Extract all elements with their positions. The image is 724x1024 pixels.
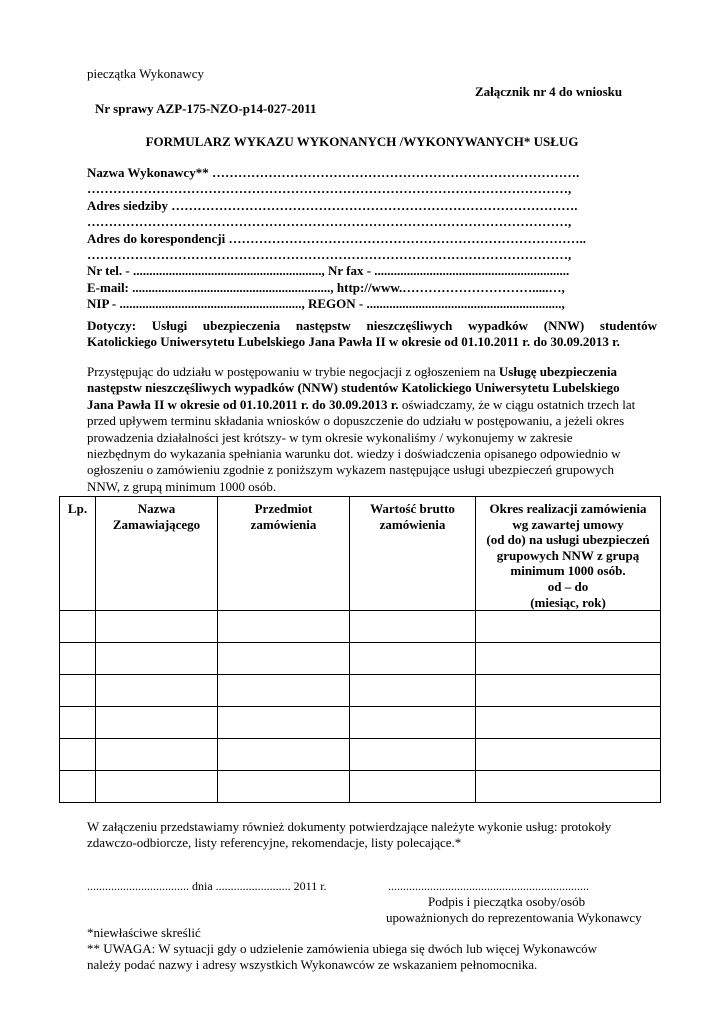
table-cell [96, 643, 218, 675]
table-cell [218, 675, 350, 707]
intro-line-5: prowadzenia działalności jest krótszy- w tym okresie wykonaliśmy / wykonujemy w zakresie [87, 429, 573, 445]
col-header-line: Wartość brutto [370, 501, 455, 516]
table-row [60, 643, 661, 675]
col-header-line: (miesiąc, rok) [530, 594, 606, 610]
col-header-period [476, 497, 661, 611]
table-row [60, 739, 661, 771]
field-contractor-name-cont: …………………………………………………………………………………………………, [87, 181, 572, 197]
col-header-line: zamówienia [379, 516, 446, 532]
case-number: Nr sprawy AZP-175-NZO-p14-027-2011 [95, 101, 317, 116]
table-cell [350, 739, 476, 771]
table-cell [96, 771, 218, 803]
attachment-label: Załącznik nr 4 do wniosku [475, 84, 623, 99]
table-row [60, 771, 661, 803]
table-cell [350, 643, 476, 675]
col-header-line: wg zawartej umowy [512, 516, 624, 532]
signature-caption-2: upoważnionych do reprezentowania Wykonawcy [386, 910, 642, 925]
table-cell [476, 707, 661, 739]
col-header-lp [60, 497, 96, 611]
footnote-2: ** UWAGA: W sytuacji gdy o udzielenie zamówienia ubiega się dwóch lub więcej Wykonawców [87, 941, 598, 956]
contractor-fields [87, 165, 627, 313]
col-header-line: minimum 1000 osób. [510, 563, 626, 579]
closing-line-1: W załączeniu przedstawiamy również dokumenty potwierdzające należyte wykonie usług: protokoły [87, 819, 612, 834]
year-text: 2011 r. [293, 879, 327, 893]
table-row [60, 611, 661, 643]
field-phone-fax: Nr tel. - .........................................................., Nr fax - ............................................................ [87, 263, 570, 279]
footnote-1: *niewłaściwe skreślić [87, 925, 201, 940]
table-cell [60, 739, 96, 771]
intro-text: Przystępując do udziału w postępowaniu w trybie negocjacji z ogłoszeniem na [87, 364, 499, 379]
signature-dots: ................................................................... [388, 879, 589, 893]
table-cell [60, 675, 96, 707]
intro-line-1 [87, 364, 657, 380]
table-cell [218, 771, 350, 803]
table-cell [350, 675, 476, 707]
table-header-row [60, 497, 661, 611]
form-title: FORMULARZ WYKAZU WYKONANYCH /WYKONYWANYCH* USŁUG [145, 134, 579, 149]
closing-line-2: zdawczo-odbiorcze, listy referencyjne, rekomendacje, listy polecające.* [87, 835, 462, 851]
table-cell [218, 707, 350, 739]
intro-line-6: niezbędnym do wykazania spełniania warunku dot. wiedzy i doświadczenia opisanego odpowiednio w [87, 446, 621, 462]
table-cell [96, 707, 218, 739]
col-header-line: Okres realizacji zamówienia [489, 501, 647, 516]
subject-line-1: Dotyczy: Usługi ubezpieczenia następstw nieszczęśliwych wypadków (NNW) studentów [87, 318, 657, 333]
intro-line-8: NNW, z grupą minimum 1000 osób. [87, 478, 277, 494]
table-row [60, 675, 661, 707]
field-address-cont: …………………………………………………………………………………………………, [87, 214, 572, 230]
table-row [60, 707, 661, 739]
signature-date-line [87, 878, 327, 894]
table-cell [96, 739, 218, 771]
field-contractor-name: Nazwa Wykonawcy** …………………………………………………………………………. [87, 165, 580, 180]
table-cell [476, 675, 661, 707]
table-cell [60, 611, 96, 643]
table-cell [350, 611, 476, 643]
services-table [59, 496, 661, 803]
col-header-line: Lp. [67, 501, 88, 516]
col-header-line: zamówienia [250, 516, 317, 532]
table-cell [350, 707, 476, 739]
field-nip-regon: NIP - ........................................................, REGON - ............................................................, [87, 296, 565, 312]
subject-paragraph [87, 318, 657, 351]
field-correspondence-address-cont: …………………………………………………………………………………………………, [87, 247, 572, 263]
table-cell [218, 739, 350, 771]
day-dots: ......................... [215, 879, 291, 893]
date-dots: .................................. [87, 879, 189, 893]
field-correspondence-address: Adres do korespondencji ……………………………………………………………………….. [87, 230, 586, 246]
table-cell [476, 739, 661, 771]
intro-text-cont: oświadczamy, że w ciągu ostatnich trzech lat [398, 396, 636, 412]
table-cell [476, 771, 661, 803]
col-header-line: Zamawiającego [112, 516, 201, 532]
intro-line-2: następstw nieszczęśliwych wypadków (NNW) studentów Katolickiego Uniwersytetu Lubelskiego [87, 380, 620, 396]
col-header-line: grupowych NNW z grupą [496, 547, 640, 563]
table-cell [476, 611, 661, 643]
table-cell [96, 675, 218, 707]
table-cell [218, 643, 350, 675]
col-header-line: Przedmiot [254, 501, 313, 516]
col-header-client [96, 497, 218, 611]
intro-bold-period: Jana Pawła II w okresie od 01.10.2011 r. do 30.09.2013 r. [87, 396, 399, 412]
table-cell [96, 611, 218, 643]
intro-line-7: ogłoszeniu o zamówieniu zgodnie z poniższym wykazem następujące usługi ubezpieczeń grupowych [87, 462, 615, 478]
table-cell [218, 611, 350, 643]
table-cell [60, 771, 96, 803]
dnia-label: dnia [192, 879, 213, 893]
field-address: Adres siedziby …………………………………………………………………………………. [87, 197, 578, 213]
signature-caption-1: Podpis i pieczątka osoby/osób [428, 894, 586, 909]
table-cell [60, 643, 96, 675]
table-cell [60, 707, 96, 739]
stamp-label: pieczątka Wykonawcy [87, 66, 205, 81]
col-header-line: (od do) na usługi ubezpieczeń [486, 532, 650, 548]
col-header-subject [218, 497, 350, 611]
table-cell [476, 643, 661, 675]
intro-paragraph [87, 364, 657, 495]
col-header-line: od – do [547, 578, 589, 594]
col-header-value [350, 497, 476, 611]
intro-line-4: przed upływem terminu składania wniosków o dopuszczenie do udziału w postępowaniu, a jeżeli okres [87, 413, 625, 429]
footnote-3: należy podać nazwy i adresy wszystkich Wykonawców ze wskazaniem pełnomocnika. [87, 957, 538, 972]
col-header-line: Nazwa [137, 501, 176, 516]
intro-line-3 [87, 397, 657, 413]
closing-paragraph [87, 819, 657, 852]
intro-bold: Usługę ubezpieczenia [498, 364, 617, 379]
subject-line-2: Katolickiego Uniwersytetu Lubelskiego Jana Pawła II w okresie od 01.10.2011 r. do 30.09.2013 r. [87, 334, 620, 350]
field-email-www: E-mail: ............................................................., http://www.………………………….....…, [87, 279, 565, 295]
table-cell [350, 771, 476, 803]
